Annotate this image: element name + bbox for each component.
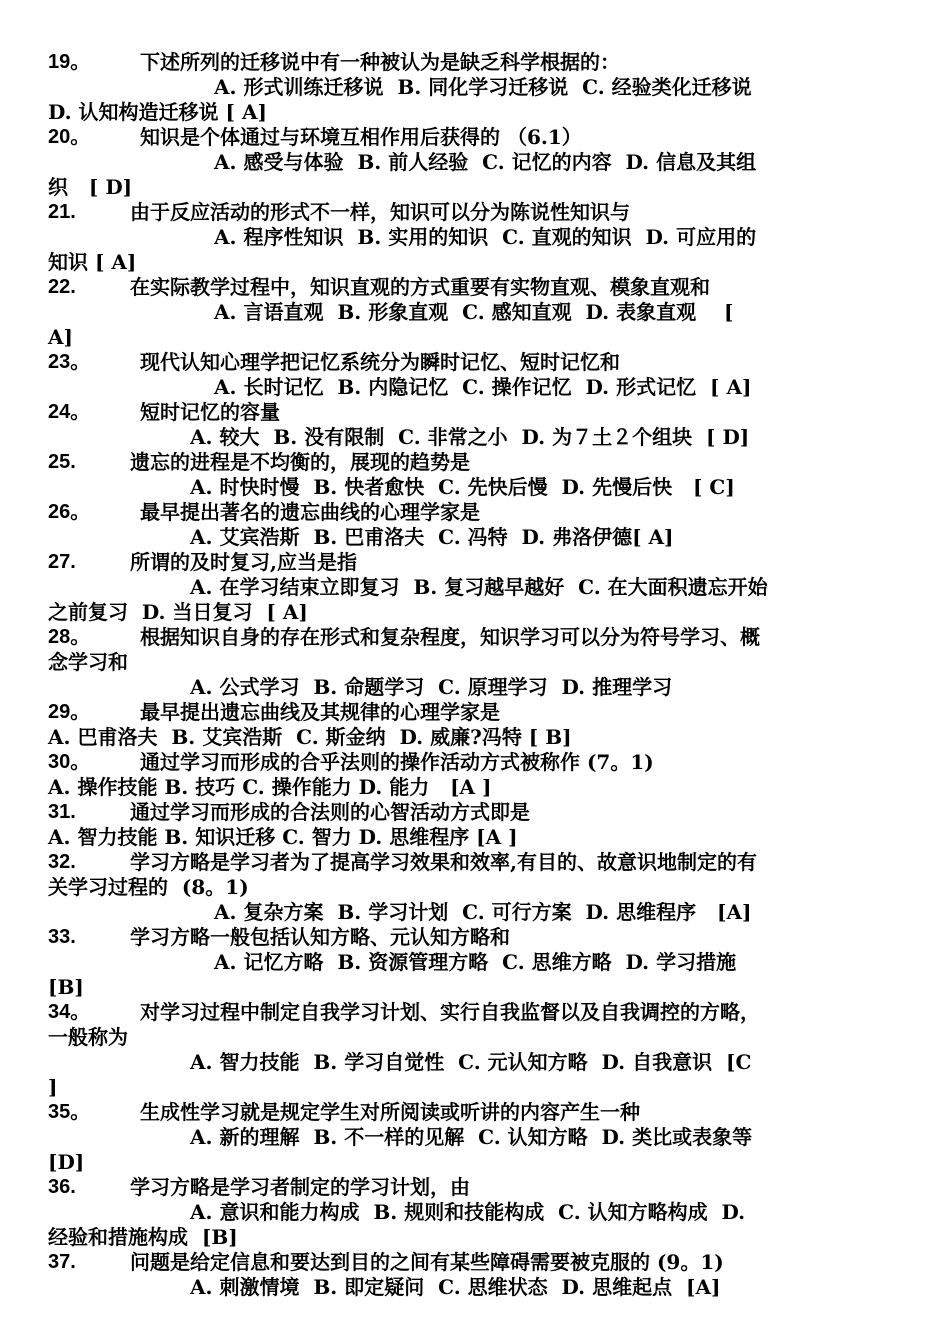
question-options-cont: 之前复习 D. 当日复习 [ A]: [48, 600, 308, 624]
question-stem: 学习方略是学习者为了提高学习效果和效率,有目的、故意识地制定的有: [130, 850, 757, 874]
question-options-cont: D. 认知构造迁移说 [ A]: [48, 100, 267, 124]
question-stem: 学习方略是学习者制定的学习计划，由: [130, 1175, 470, 1199]
question-number: 32.: [48, 851, 76, 873]
question-stem: 现代认知心理学把记忆系统分为瞬时记忆、短时记忆和: [140, 350, 620, 374]
question-number: 26。: [48, 501, 91, 523]
question-options: A. 新的理解 B. 不一样的见解 C. 认知方略 D. 类比或表象等: [190, 1125, 753, 1149]
question-number: 37.: [48, 1251, 76, 1273]
question-stem: 短时记忆的容量: [140, 400, 280, 424]
question-stem: 最早提出著名的遗忘曲线的心理学家是: [140, 500, 480, 524]
question-number: 31.: [48, 801, 76, 823]
question-options: A. 刺激情境 B. 即定疑问 C. 思维状态 D. 思维起点 [A]: [190, 1275, 721, 1299]
question-stem: 知识是个体通过与环境互相作用后获得的 （6.1）: [140, 125, 582, 149]
question-options: A. 长时记忆 B. 内隐记忆 C. 操作记忆 D. 形式记忆 [ A]: [214, 375, 752, 399]
question-options: A. 艾宾浩斯 B. 巴甫洛夫 C. 冯特 D. 弗洛伊德[ A]: [190, 525, 674, 549]
question-number: 22.: [48, 276, 76, 298]
question-options: A. 在学习结束立即复习 B. 复习越早越好 C. 在大面积遗忘开始: [190, 575, 768, 599]
question-number: 19。: [48, 51, 91, 73]
question-number: 35。: [48, 1101, 91, 1123]
question-number: 27.: [48, 551, 76, 573]
question-options: A. 形式训练迁移说 B. 同化学习迁移说 C. 经验类化迁移说: [214, 75, 752, 99]
question-options-cont: 知识 [ A]: [48, 250, 137, 274]
question-stem: 生成性学习就是规定学生对所阅读或听讲的内容产生一种: [140, 1100, 640, 1124]
question-number: 34。: [48, 1001, 91, 1023]
question-stem: 最早提出遗忘曲线及其规律的心理学家是: [140, 700, 500, 724]
question-stem: 对学习过程中制定自我学习计划、实行自我监督以及自我调控的方略，: [140, 1000, 760, 1024]
question-options-cont: [D]: [48, 1150, 85, 1174]
question-stem: 通过学习而形成的合乎法则的操作活动方式被称作 (7。1): [140, 750, 654, 774]
question-number: 33.: [48, 926, 76, 948]
question-stem-cont: 念学习和: [48, 650, 128, 674]
question-stem: 由于反应活动的形式不一样，知识可以分为陈说性知识与: [130, 200, 630, 224]
question-number: 28。: [48, 626, 91, 648]
question-number: 24。: [48, 401, 91, 423]
question-stem: 根据知识自身的存在形式和复杂程度，知识学习可以分为符号学习、概: [140, 625, 760, 649]
question-options-cont: A]: [48, 325, 73, 349]
question-options: A. 感受与体验 B. 前人经验 C. 记忆的内容 D. 信息及其组: [214, 150, 757, 174]
question-options-cont: 织 [ D]: [48, 175, 133, 199]
question-options-cont: [B]: [48, 975, 84, 999]
question-stem: 遗忘的进程是不均衡的，展现的趋势是: [130, 450, 470, 474]
question-number: 29。: [48, 701, 91, 723]
question-options-cont: ]: [48, 1075, 58, 1099]
question-options: A. 智力技能 B. 学习自觉性 C. 元认知方略 D. 自我意识 [C: [190, 1050, 752, 1074]
question-options: A. 意识和能力构成 B. 规则和技能构成 C. 认知方略构成 D.: [190, 1200, 746, 1224]
question-number: 23。: [48, 351, 91, 373]
question-options: A. 操作技能 B. 技巧 C. 操作能力 D. 能力 [A ]: [48, 775, 492, 799]
question-number: 25.: [48, 451, 76, 473]
question-options: A. 时快时慢 B. 快者愈快 C. 先快后慢 D. 先慢后快 [ C]: [190, 475, 735, 499]
question-stem: 在实际教学过程中，知识直观的方式重要有实物直观、模象直观和: [130, 275, 710, 299]
question-stem-cont: 关学习过程的 (8。1): [48, 875, 249, 899]
question-options: A. 程序性知识 B. 实用的知识 C. 直观的知识 D. 可应用的: [214, 225, 757, 249]
question-stem: 问题是给定信息和要达到目的之间有某些障碍需要被克服的 (9。1): [130, 1250, 724, 1274]
question-options-cont: 经验和措施构成 [B]: [48, 1225, 238, 1249]
question-options: A. 巴甫洛夫 B. 艾宾浩斯 C. 斯金纳 D. 威廉?冯特 [ B]: [48, 725, 572, 749]
question-number: 20。: [48, 126, 91, 148]
question-stem: 下述所列的迁移说中有一种被认为是缺乏科学根据的：: [140, 50, 620, 74]
question-options: A. 言语直观 B. 形象直观 C. 感知直观 D. 表象直观 [: [214, 300, 734, 324]
question-stem-cont: 一般称为: [48, 1025, 128, 1049]
question-number: 36.: [48, 1176, 76, 1198]
question-number: 30。: [48, 751, 91, 773]
question-options: A. 智力技能 B. 知识迁移 C. 智力 D. 思维程序 [A ]: [48, 825, 518, 849]
question-options: A. 复杂方案 B. 学习计划 C. 可行方案 D. 思维程序 [A]: [214, 900, 752, 924]
question-stem: 学习方略一般包括认知方略、元认知方略和: [130, 925, 510, 949]
question-stem: 所谓的及时复习,应当是指: [130, 550, 357, 574]
question-stem: 通过学习而形成的合法则的心智活动方式即是: [130, 800, 530, 824]
question-options: A. 记忆方略 B. 资源管理方略 C. 思维方略 D. 学习措施: [214, 950, 737, 974]
question-options: A. 公式学习 B. 命题学习 C. 原理学习 D. 推理学习: [190, 675, 673, 699]
question-options: A. 较大 B. 没有限制 C. 非常之小 D. 为７土２个组块 [ D]: [190, 425, 750, 449]
question-number: 21.: [48, 201, 76, 223]
